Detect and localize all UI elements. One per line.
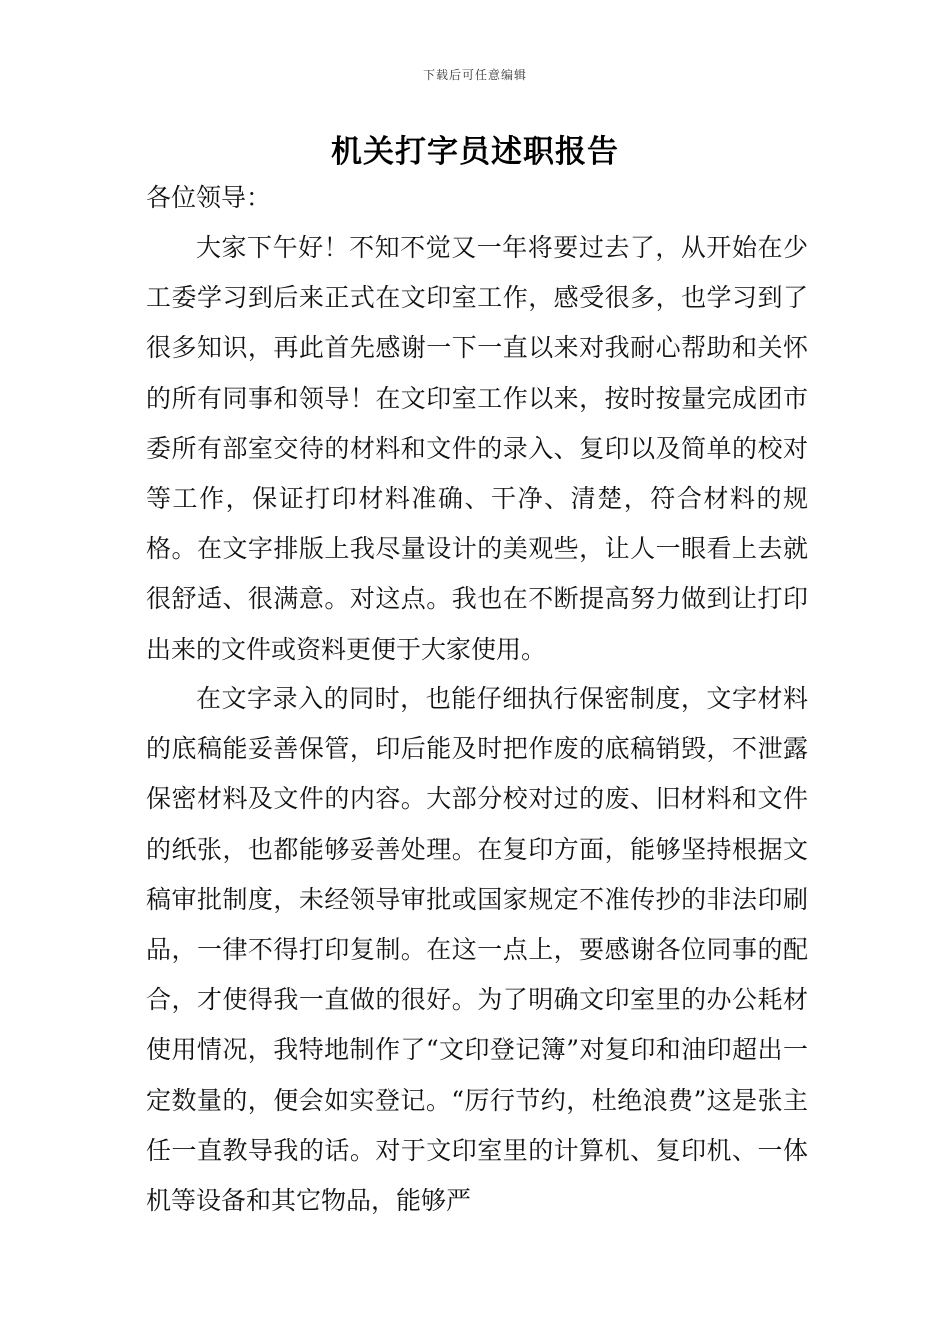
paragraph-2: 在文字录入的同时，也能仔细执行保密制度，文字材料的底稿能妥善保管，印后能及时把作废的底稿销毁，不泄露保密材料及文件的内容。大部分校对过的废、旧材料和文件的纸张，也都能够妥善处理。在复印方面，能够坚持根据文稿审批制度，未经领导审批或国家规定不准传抄的非法印刷品，一律不得打印复制。在这一点上，要感谢各位同事的配合，才使得我一直做的很好。为了明确文印室里的办公耗材使用情况，我特地制作了“文印登记簿”对复印和油印超出一定数量的，便会如实登记。“厉行节约，杜绝浪费”这是张主任一直教导我的话。对于文印室里的计算机、复印机、一体机等设备和其它物品，能够严	[146, 684, 808, 1216]
paragraph-1: 大家下午好！不知不觉又一年将要过去了，从开始在少工委学习到后来正式在文印室工作，感受很多，也学习到了很多知识，再此首先感谢一下一直以来对我耐心帮助和关怀的所有同事和领导！在文印室工作以来，按时按量完成团市委所有部室交待的材料和文件的录入、复印以及简单的校对等工作，保证打印材料准确、干净、清楚，符合材料的规格。在文字排版上我尽量设计的美观些，让人一眼看上去就很舒适、很满意。对这点。我也在不断提高努力做到让打印出来的文件或资料更便于大家使用。	[146, 233, 808, 664]
salutation: 各位领导：	[146, 183, 272, 212]
header-note: 下载后可任意编辑	[422, 68, 527, 82]
page-title: 机关打字员述职报告	[331, 134, 619, 170]
